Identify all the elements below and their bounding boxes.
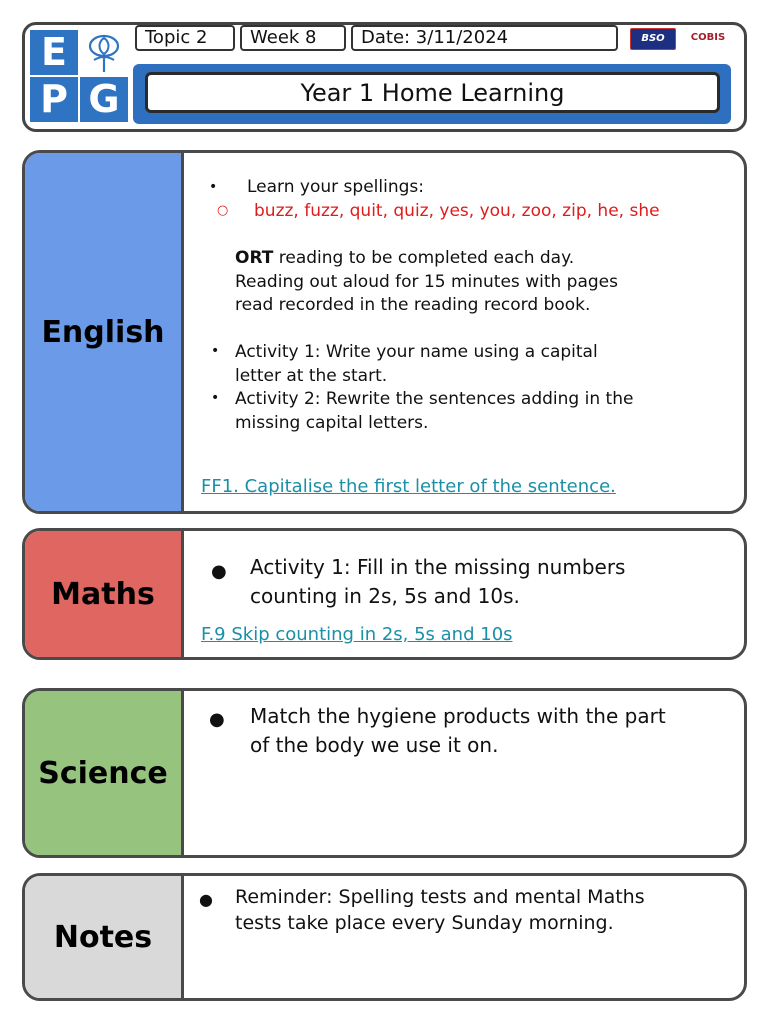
english-objective-link[interactable]: FF1. Capitalise the first letter of the sentence. bbox=[201, 476, 616, 497]
ort-line-1 bbox=[235, 246, 574, 270]
english-section bbox=[22, 150, 747, 514]
bullet-dot-icon: • bbox=[211, 390, 220, 406]
activity-1-line-2: letter at the start. bbox=[235, 366, 388, 386]
maths-activity-line-1: Activity 1: Fill in the missing numbers bbox=[250, 555, 626, 579]
science-line-2: of the body we use it on. bbox=[250, 733, 499, 757]
ort-line-2: Reading out aloud for 15 minutes with pages bbox=[235, 272, 618, 292]
activity-1-line-1: Activity 1: Write your name using a capital bbox=[235, 342, 598, 362]
bullet-dot-icon: ● bbox=[209, 709, 225, 730]
tree-logo-icon bbox=[80, 30, 128, 75]
notes-line-1: Reminder: Spelling tests and mental Maths bbox=[235, 886, 645, 908]
cobis-badge: COBIS bbox=[682, 28, 734, 48]
ort-line-3: read recorded in the reading record book. bbox=[235, 295, 591, 315]
notes-label: Notes bbox=[25, 876, 184, 998]
notes-line-2: tests take place every Sunday morning. bbox=[235, 912, 614, 934]
bullet-dot-icon: ● bbox=[199, 890, 213, 909]
english-label: English bbox=[25, 153, 184, 511]
activity-2-line-1: Activity 2: Rewrite the sentences adding in the bbox=[235, 389, 634, 409]
maths-objective-link[interactable]: F.9 Skip counting in 2s, 5s and 10s bbox=[201, 624, 513, 645]
spellings-list: buzz, fuzz, quit, quiz, yes, you, zoo, zip, he, she bbox=[254, 201, 660, 221]
spellings-intro: Learn your spellings: bbox=[247, 177, 424, 197]
accreditation-badges bbox=[622, 25, 742, 51]
date-field: Date: 3/11/2024 bbox=[351, 25, 618, 51]
science-line-1: Match the hygiene products with the part bbox=[250, 704, 666, 728]
topic-field: Topic 2 bbox=[135, 25, 235, 51]
maths-section bbox=[22, 528, 747, 660]
maths-label: Maths bbox=[25, 531, 184, 657]
bullet-circle-icon: ○ bbox=[217, 203, 229, 218]
logo-letter-e: E bbox=[30, 30, 78, 75]
maths-activity-line-2: counting in 2s, 5s and 10s. bbox=[250, 584, 520, 608]
logo-letter-g: G bbox=[80, 77, 128, 122]
notes-section bbox=[22, 873, 747, 1001]
ort-line-1-rest: reading to be completed each day. bbox=[273, 248, 575, 268]
bullet-dot-icon: ● bbox=[211, 561, 227, 582]
ort-bold-label: ORT bbox=[235, 248, 274, 268]
bso-badge: BSO bbox=[630, 28, 676, 50]
science-section bbox=[22, 688, 747, 858]
activity-2-line-2: missing capital letters. bbox=[235, 413, 429, 433]
week-field: Week 8 bbox=[240, 25, 346, 51]
page-title: Year 1 Home Learning bbox=[145, 72, 720, 113]
bullet-dot-icon: • bbox=[209, 179, 218, 195]
logo-letter-p: P bbox=[30, 77, 78, 122]
bullet-dot-icon: • bbox=[211, 343, 220, 359]
science-label: Science bbox=[25, 691, 184, 855]
school-logo bbox=[30, 30, 128, 122]
